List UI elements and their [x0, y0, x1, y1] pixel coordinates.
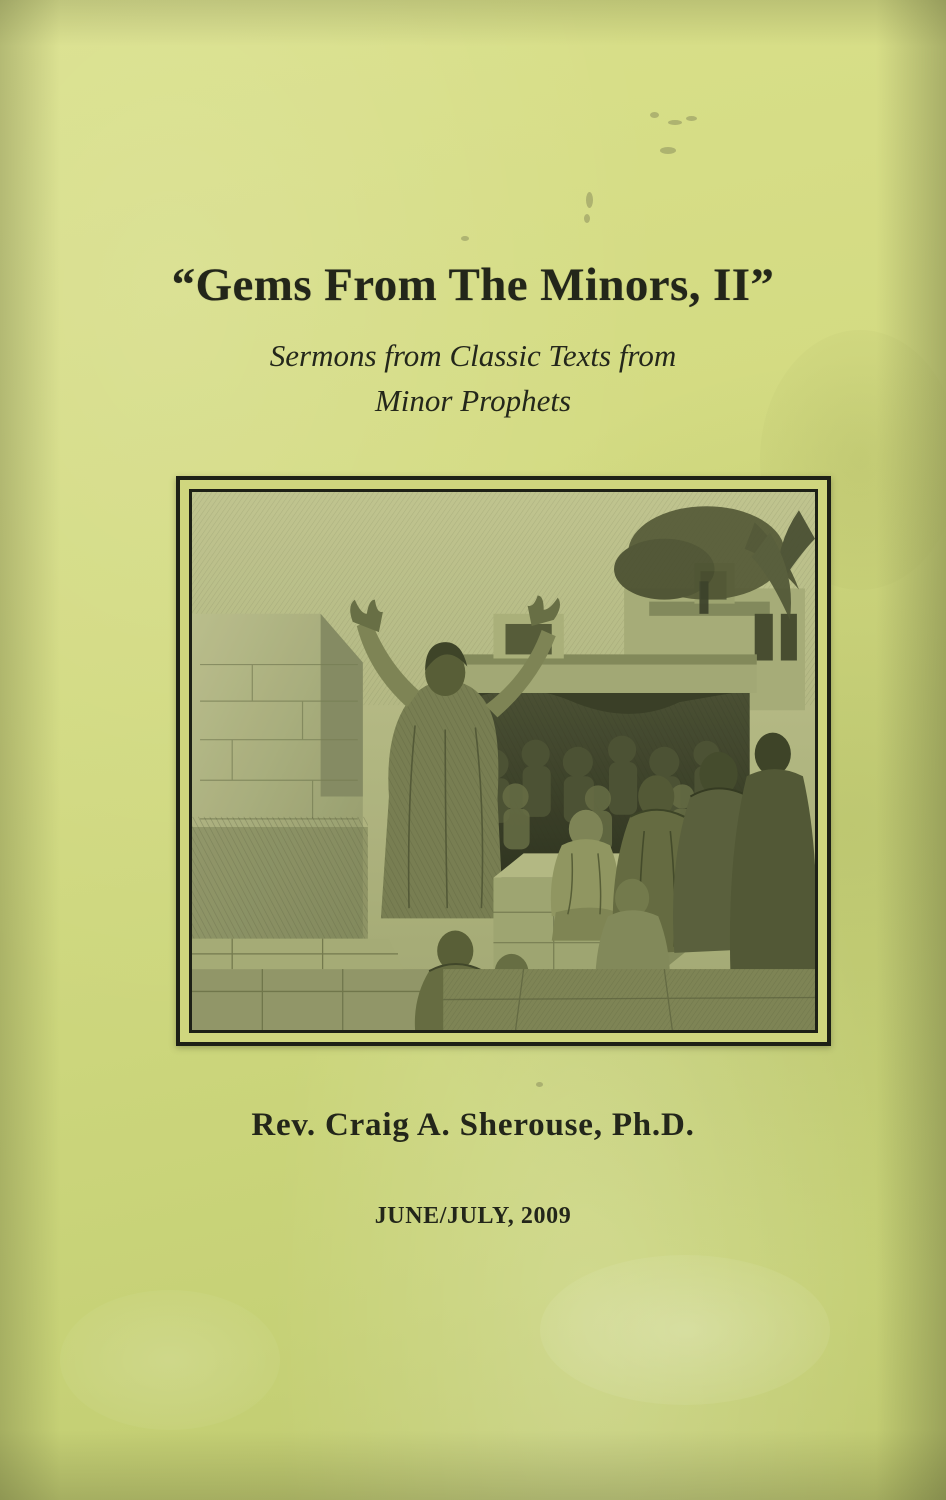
- paper-speck: [586, 192, 593, 208]
- paper-speck: [536, 1082, 543, 1087]
- author-name: Rev. Craig A. Sherouse, Ph.D.: [251, 1107, 695, 1143]
- paper-speck: [461, 236, 469, 241]
- paper-speck: [686, 116, 697, 121]
- publication-date: JUNE/JULY, 2009: [374, 1203, 572, 1229]
- subtitle-line-2: Minor Prophets: [374, 382, 572, 418]
- paper-speck: [668, 120, 682, 125]
- paper-speck: [650, 112, 659, 118]
- page-title: “Gems From The Minors, II”: [171, 259, 775, 311]
- paper-edge-shadow-right: [876, 0, 946, 1500]
- paper-edge-shadow-left: [0, 0, 60, 1500]
- cover-illustration: [189, 489, 818, 1033]
- paper-speck: [584, 214, 590, 223]
- prophet-preaching-engraving-icon: [192, 492, 815, 1030]
- paper-edge-shadow-top: [0, 0, 946, 46]
- paper-speck: [660, 147, 676, 154]
- paper-blotch: [540, 1255, 830, 1405]
- paper-edge-shadow-bottom: [0, 1430, 946, 1500]
- subtitle-line-1: Sermons from Classic Texts from: [269, 338, 677, 373]
- paper-blotch: [60, 1290, 280, 1430]
- cover-illustration-frame: [176, 476, 831, 1046]
- title-block: [0, 258, 946, 424]
